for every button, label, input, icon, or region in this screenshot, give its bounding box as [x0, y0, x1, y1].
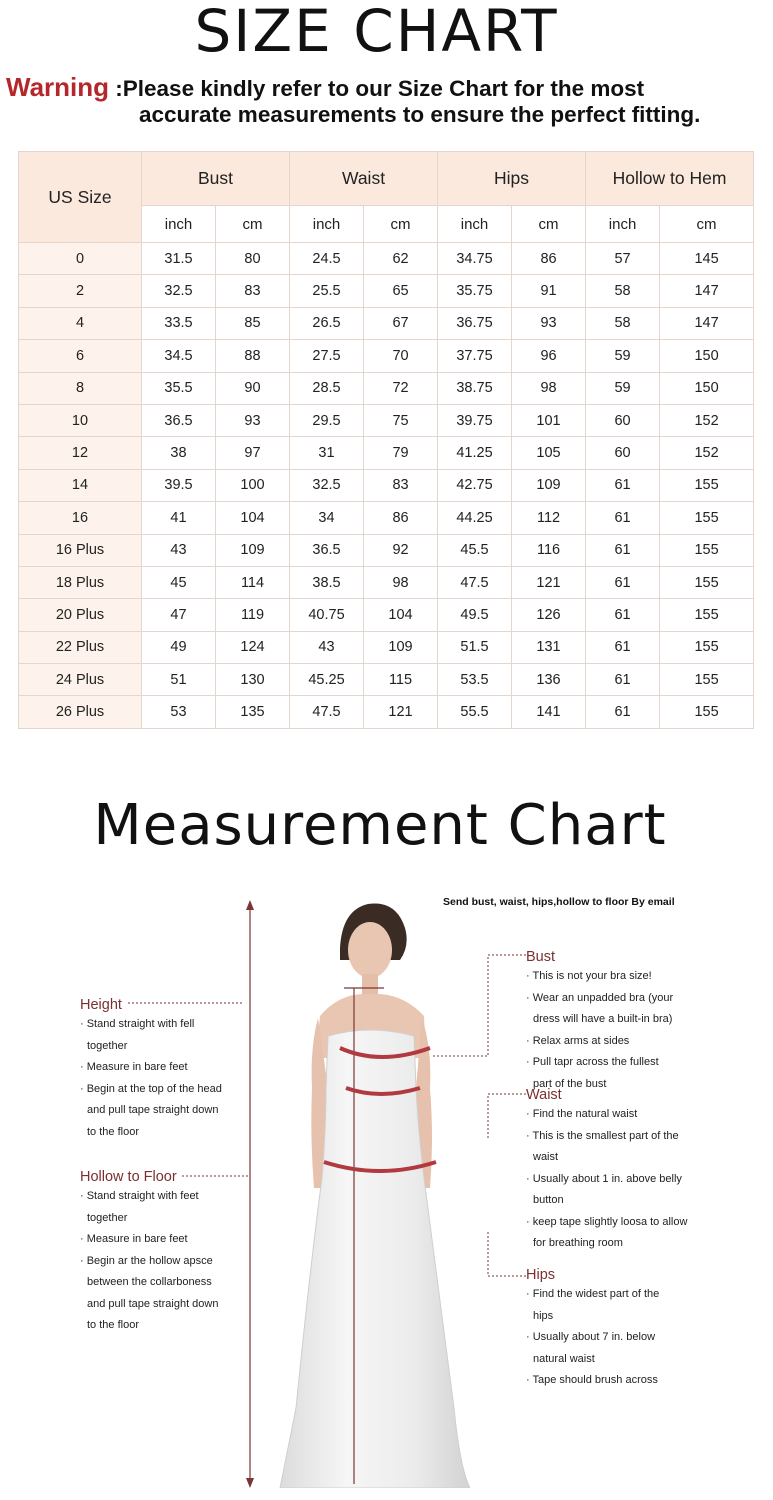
measurement-cell: 61 [586, 664, 660, 696]
measurement-cell: 91 [512, 275, 586, 307]
measurement-cell: 61 [586, 502, 660, 534]
measurement-cell: 36.5 [142, 404, 216, 436]
measurement-cell: 45.5 [438, 534, 512, 566]
note-line: hips [533, 1309, 554, 1322]
measurement-cell: 116 [512, 534, 586, 566]
measurement-cell: 37.75 [438, 340, 512, 372]
measurement-cell: 60 [586, 437, 660, 469]
size-cell: 14 [19, 469, 142, 501]
note-line: · Usually about 7 in. below [526, 1331, 656, 1343]
hips-heading: Hips [526, 1267, 556, 1283]
measurement-cell: 38 [142, 437, 216, 469]
note-line: · Measure in bare feet [80, 1061, 188, 1073]
note-line: · Pull tapr across the fullest [526, 1056, 659, 1068]
note-line: between the collarboness [87, 1276, 212, 1288]
measurement-cell: 114 [216, 566, 290, 598]
measurement-cell: 145 [660, 243, 754, 275]
header-us-size: US Size [19, 152, 142, 243]
unit-cm: cm [512, 206, 586, 243]
note-line: · Wear an unpadded bra (your [526, 991, 674, 1004]
measurement-cell: 150 [660, 372, 754, 404]
size-cell: 24 Plus [19, 664, 142, 696]
hollow-to-floor-heading: Hollow to Floor [80, 1169, 177, 1185]
measurement-cell: 147 [660, 275, 754, 307]
size-cell: 22 Plus [19, 631, 142, 663]
unit-inch: inch [290, 206, 364, 243]
measurement-chart-title: Measurement Chart [93, 793, 667, 858]
measurement-cell: 90 [216, 372, 290, 404]
measurement-cell: 98 [364, 566, 438, 598]
measurement-cell: 61 [586, 566, 660, 598]
measurement-cell: 34 [290, 502, 364, 534]
measurement-cell: 100 [216, 469, 290, 501]
measurement-cell: 31.5 [142, 243, 216, 275]
measurement-cell: 49 [142, 631, 216, 663]
measurement-cell: 58 [586, 307, 660, 339]
measurement-cell: 39.5 [142, 469, 216, 501]
measurement-cell: 136 [512, 664, 586, 696]
measurement-cell: 115 [364, 664, 438, 696]
measurement-cell: 155 [660, 469, 754, 501]
measurement-cell: 61 [586, 534, 660, 566]
measurement-cell: 104 [364, 599, 438, 631]
size-cell: 20 Plus [19, 599, 142, 631]
measurement-cell: 75 [364, 404, 438, 436]
measurement-cell: 83 [364, 469, 438, 501]
measurement-cell: 47.5 [290, 696, 364, 728]
measurement-cell: 38.5 [290, 566, 364, 598]
size-cell: 2 [19, 275, 142, 307]
measurement-cell: 97 [216, 437, 290, 469]
note-line: to the floor [87, 1125, 139, 1138]
bust-heading: Bust [526, 949, 556, 965]
measurement-cell: 101 [512, 404, 586, 436]
measurement-cell: 147 [660, 307, 754, 339]
email-note: Send bust, waist, hips,hollow to floor By email [443, 896, 675, 908]
measurement-cell: 152 [660, 404, 754, 436]
measurement-cell: 112 [512, 502, 586, 534]
measurement-cell: 32.5 [142, 275, 216, 307]
note-line: · Stand straight with fell [80, 1018, 195, 1030]
measurement-cell: 60 [586, 404, 660, 436]
measurement-cell: 59 [586, 340, 660, 372]
measurement-cell: 98 [512, 372, 586, 404]
measurement-cell: 61 [586, 599, 660, 631]
measurement-cell: 70 [364, 340, 438, 372]
measurement-cell: 86 [512, 243, 586, 275]
measurement-cell: 36.75 [438, 307, 512, 339]
measurement-cell: 135 [216, 696, 290, 728]
measurement-cell: 36.5 [290, 534, 364, 566]
measurement-cell: 150 [660, 340, 754, 372]
measurement-cell: 51 [142, 664, 216, 696]
measurement-cell: 61 [586, 631, 660, 663]
note-line: and pull tape straight down [87, 1297, 219, 1310]
warning-text-line2: accurate measurements to ensure the perfect fitting. [139, 102, 701, 127]
measurement-cell: 109 [216, 534, 290, 566]
measurement-cell: 72 [364, 372, 438, 404]
note-line: together [87, 1039, 128, 1052]
size-cell: 26 Plus [19, 696, 142, 728]
measurement-cell: 45 [142, 566, 216, 598]
size-cell: 0 [19, 243, 142, 275]
unit-cm: cm [364, 206, 438, 243]
measurement-cell: 121 [512, 566, 586, 598]
measurement-cell: 43 [142, 534, 216, 566]
measurement-cell: 121 [364, 696, 438, 728]
unit-inch: inch [438, 206, 512, 243]
measurement-cell: 47 [142, 599, 216, 631]
measurement-cell: 43 [290, 631, 364, 663]
measurement-cell: 79 [364, 437, 438, 469]
measurement-cell: 29.5 [290, 404, 364, 436]
measurement-cell: 155 [660, 696, 754, 728]
note-line: · Find the widest part of the [526, 1288, 660, 1300]
measurement-cell: 42.75 [438, 469, 512, 501]
measurement-cell: 34.75 [438, 243, 512, 275]
note-line: · This is the smallest part of the [526, 1129, 679, 1142]
measurement-cell: 32.5 [290, 469, 364, 501]
warning-text-line1: :Please kindly refer to our Size Chart for the most [109, 76, 645, 101]
measurement-cell: 62 [364, 243, 438, 275]
measurement-cell: 92 [364, 534, 438, 566]
note-line: · Relax arms at sides [526, 1034, 630, 1047]
measurement-cell: 85 [216, 307, 290, 339]
measurement-cell: 141 [512, 696, 586, 728]
measurement-cell: 67 [364, 307, 438, 339]
measurement-cell: 47.5 [438, 566, 512, 598]
measurement-cell: 124 [216, 631, 290, 663]
measurement-cell: 35.75 [438, 275, 512, 307]
measurement-cell: 53 [142, 696, 216, 728]
unit-inch: inch [142, 206, 216, 243]
measurement-cell: 130 [216, 664, 290, 696]
measurement-cell: 126 [512, 599, 586, 631]
measurement-cell: 45.25 [290, 664, 364, 696]
note-line: for breathing room [533, 1237, 623, 1249]
measurement-cell: 41.25 [438, 437, 512, 469]
size-cell: 6 [19, 340, 142, 372]
measurement-cell: 38.75 [438, 372, 512, 404]
note-line: button [533, 1194, 564, 1206]
measurement-cell: 34.5 [142, 340, 216, 372]
note-line: natural waist [533, 1352, 595, 1365]
header-hollow-to-hem: Hollow to Hem [586, 152, 754, 206]
unit-inch: inch [586, 206, 660, 243]
note-line: · Usually about 1 in. above belly [526, 1172, 682, 1185]
header-hips: Hips [438, 152, 586, 206]
measurement-cell: 33.5 [142, 307, 216, 339]
size-cell: 16 Plus [19, 534, 142, 566]
measurement-cell: 35.5 [142, 372, 216, 404]
measurement-cell: 49.5 [438, 599, 512, 631]
measurement-cell: 40.75 [290, 599, 364, 631]
note-line: · Measure in bare feet [80, 1233, 188, 1245]
warning-label: Warning [6, 72, 110, 102]
measurement-cell: 65 [364, 275, 438, 307]
measurement-cell: 41 [142, 502, 216, 534]
measurement-cell: 51.5 [438, 631, 512, 663]
measurement-cell: 88 [216, 340, 290, 372]
measurement-cell: 155 [660, 534, 754, 566]
measurement-cell: 155 [660, 502, 754, 534]
measurement-cell: 25.5 [290, 275, 364, 307]
size-cell: 12 [19, 437, 142, 469]
note-line: waist [533, 1151, 559, 1163]
measurement-cell: 53.5 [438, 664, 512, 696]
measurement-cell: 155 [660, 566, 754, 598]
measurement-cell: 80 [216, 243, 290, 275]
note-line: and pull tape straight down [87, 1104, 219, 1116]
note-line: · Begin at the top of the head [80, 1082, 222, 1095]
measurement-cell: 55.5 [438, 696, 512, 728]
note-line: · Stand straight with feet [80, 1190, 199, 1202]
unit-cm: cm [660, 206, 754, 243]
measurement-cell: 61 [586, 469, 660, 501]
note-line: · Find the natural waist [526, 1108, 638, 1120]
note-line: part of the bust [533, 1077, 607, 1090]
measurement-cell: 155 [660, 631, 754, 663]
measurement-cell: 31 [290, 437, 364, 469]
note-line: · This is not your bra size! [526, 970, 652, 982]
size-cell: 8 [19, 372, 142, 404]
note-line: to the floor [87, 1319, 139, 1331]
measurement-cell: 109 [512, 469, 586, 501]
measurement-cell: 44.25 [438, 502, 512, 534]
measurement-cell: 152 [660, 437, 754, 469]
size-cell: 4 [19, 307, 142, 339]
measurement-cell: 96 [512, 340, 586, 372]
measurement-cell: 86 [364, 502, 438, 534]
waist-heading: Waist [526, 1087, 562, 1103]
note-line: · Begin ar the hollow apsce [80, 1254, 213, 1267]
measurement-cell: 58 [586, 275, 660, 307]
size-cell: 18 Plus [19, 566, 142, 598]
measurement-cell: 27.5 [290, 340, 364, 372]
measurement-cell: 109 [364, 631, 438, 663]
size-cell: 10 [19, 404, 142, 436]
measurement-cell: 83 [216, 275, 290, 307]
measurement-cell: 28.5 [290, 372, 364, 404]
measurement-cell: 155 [660, 599, 754, 631]
header-waist: Waist [290, 152, 438, 206]
measurement-cell: 155 [660, 664, 754, 696]
measurement-cell: 119 [216, 599, 290, 631]
measurement-cell: 131 [512, 631, 586, 663]
measurement-cell: 104 [216, 502, 290, 534]
note-line: · Tape should brush across [526, 1374, 658, 1386]
measurement-cell: 59 [586, 372, 660, 404]
measurement-cell: 26.5 [290, 307, 364, 339]
height-heading: Height [80, 997, 122, 1013]
measurement-cell: 61 [586, 696, 660, 728]
measurement-cell: 57 [586, 243, 660, 275]
measurement-cell: 24.5 [290, 243, 364, 275]
size-cell: 16 [19, 502, 142, 534]
note-line: dress will have a built-in bra) [533, 1013, 673, 1025]
unit-cm: cm [216, 206, 290, 243]
measurement-cell: 105 [512, 437, 586, 469]
measurement-cell: 93 [512, 307, 586, 339]
measurement-cell: 39.75 [438, 404, 512, 436]
measurement-cell: 93 [216, 404, 290, 436]
note-line: together [87, 1211, 128, 1224]
note-line: · keep tape slightly loosa to allow [526, 1215, 688, 1228]
size-chart-title: SIZE CHART [194, 0, 559, 65]
header-bust: Bust [142, 152, 290, 206]
